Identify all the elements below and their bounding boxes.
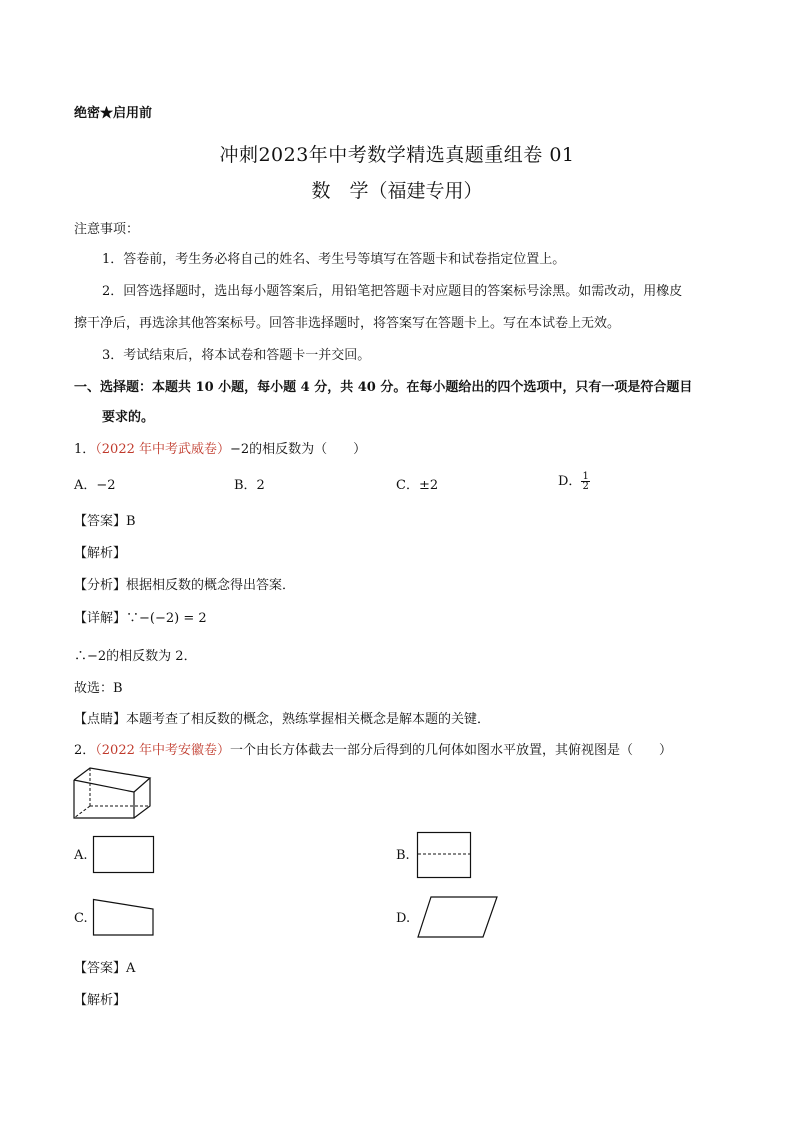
q2-option-c-label: C. [74, 911, 88, 926]
trapezoid-shape [94, 900, 154, 936]
section-instructions: 一、选择题：本题共 10 小题，每小题 4 分，共 40 分。在每小题给出的四个选项中，只有一项是符合题目 [74, 380, 693, 395]
answer-2: 【答案】A [74, 961, 136, 976]
section-instructions-cont: 要求的。 [102, 410, 155, 425]
question-number: 1． [74, 442, 96, 457]
question-2 [74, 739, 672, 758]
parallelogram-shape [418, 897, 497, 937]
notes-heading: 注意事项： [74, 222, 140, 237]
analysis-conclusion: ∴−2的相反数为 2． [74, 649, 197, 664]
note-item-2: 2．回答选择题时，选出每小题答案后，用铅笔把答题卡对应题目的答案标号涂黑。如需改动，用橡皮 [102, 284, 683, 299]
analysis-detail: 【详解】∵−(−2) = 2 [74, 611, 207, 626]
question-1 [74, 438, 366, 457]
note-item-3: 3．考试结束后，将本试卷和答题卡一并交回。 [102, 348, 371, 363]
analysis-fenxi: 【分析】根据相反数的概念得出答案． [74, 578, 296, 593]
question-stem: −2的相反数为（ ） [230, 442, 367, 457]
question-source: （2022 年中考武威卷） [95, 442, 230, 457]
solid-right-face [134, 778, 150, 818]
rectangle-shape [418, 833, 471, 878]
fraction [581, 472, 589, 491]
fraction-denominator: 2 [582, 481, 589, 492]
analysis-choice: 故选：B [74, 681, 123, 696]
q2-option-c-figure [93, 899, 155, 939]
answer-1: 【答案】B [74, 514, 136, 529]
note-item-2-cont: 擦干净后，再选涂其他答案标号。回答非选择题时，将答案写在答题卡上。写在本试卷上无效。 [74, 316, 621, 331]
solid-top-face [74, 768, 150, 792]
analysis-label-2: 【解析】 [74, 993, 127, 1008]
analysis-label-1: 【解析】 [74, 546, 127, 561]
solid-figure [72, 766, 162, 822]
page-title: 冲刺2023年中考数学精选真题重组卷 01 [219, 144, 575, 166]
option-d [558, 470, 590, 491]
option-a: A．−2 [74, 478, 116, 493]
q2-option-d-label: D. [396, 911, 411, 926]
option-b: B．2 [234, 478, 265, 493]
option-c: C．±2 [396, 478, 439, 493]
page-subtitle: 数 学（福建专用） [311, 180, 483, 202]
secret-label: 绝密★启用前 [74, 106, 153, 121]
fraction-numerator: 1 [582, 471, 589, 482]
q2-option-a-figure [93, 836, 155, 876]
question-stem: 一个由长方体截去一部分后得到的几何体如图水平放置，其俯视图是（ ） [230, 743, 673, 758]
rectangle-shape [94, 837, 154, 873]
solid-front-face [74, 780, 134, 818]
hidden-edge [74, 806, 90, 818]
option-d-label: D． [558, 474, 582, 489]
question-source: （2022 年中考安徽卷） [95, 743, 230, 758]
q2-option-b-label: B. [396, 848, 410, 863]
q2-option-d-figure [417, 896, 499, 940]
q2-option-b-figure [417, 832, 473, 880]
q2-option-a-label: A. [74, 848, 88, 863]
analysis-dianjing: 【点睛】本题考查了相反数的概念，熟练掌握相关概念是解本题的关键． [74, 712, 491, 727]
note-item-1: 1．答卷前，考生务必将自己的姓名、考生号等填写在答题卡和试卷指定位置上。 [102, 252, 566, 267]
question-number: 2． [74, 743, 96, 758]
